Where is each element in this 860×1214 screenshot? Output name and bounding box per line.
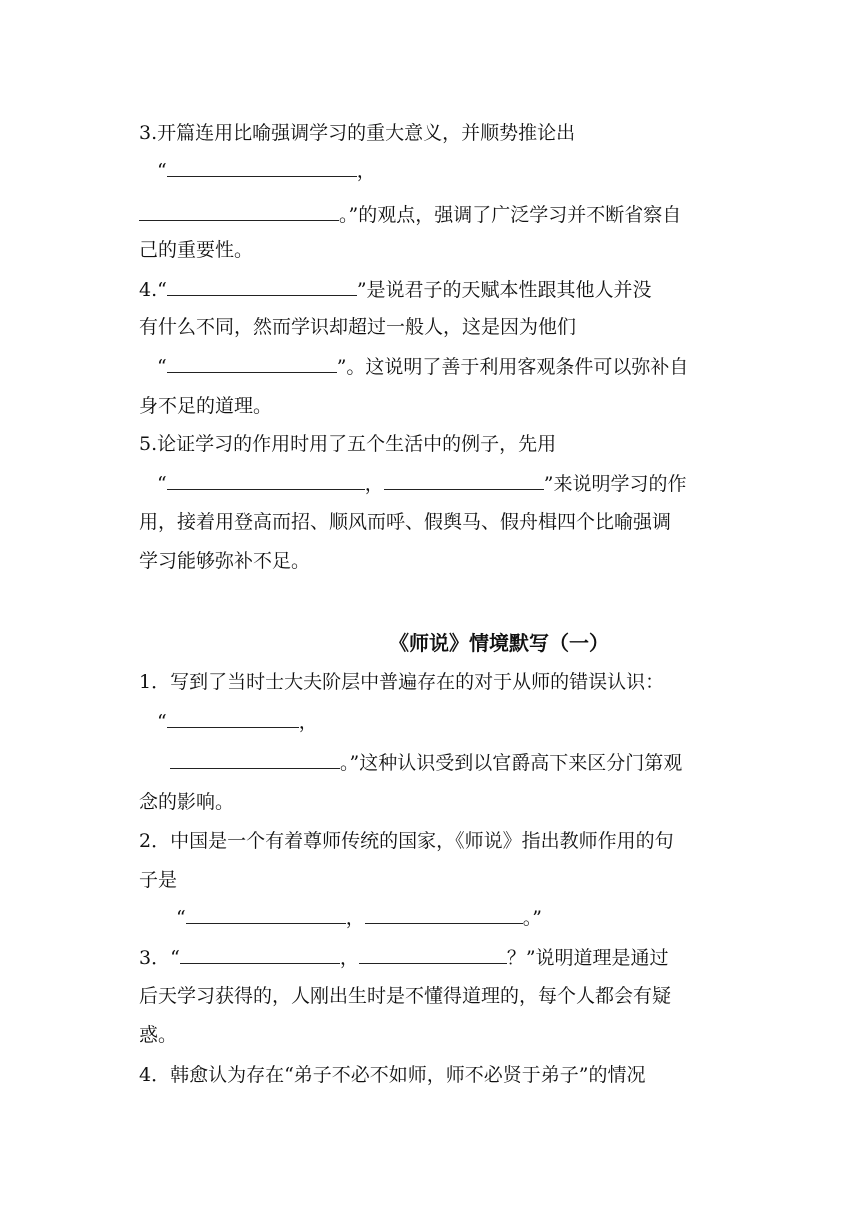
fill-in-blank[interactable] <box>180 948 340 964</box>
text: 2．中国是一个有着尊师传统的国家，《师说》指出教师作用的句 <box>139 830 674 852</box>
shishuo-question-3-line-1 <box>139 948 669 968</box>
fill-in-blank[interactable] <box>167 474 365 490</box>
text: 子是 <box>139 869 178 891</box>
shishuo-question-2-line-1 <box>139 832 674 851</box>
punctuation: ， <box>339 947 359 969</box>
text: 5.论证学习的作用时用了五个生活中的例子，先用 <box>139 433 557 455</box>
open-quote: “ <box>157 473 167 495</box>
question-3-line-4 <box>139 241 253 260</box>
shishuo-question-1-line-1 <box>139 673 664 692</box>
punctuation: ， <box>364 473 384 495</box>
open-quote: “ <box>157 356 167 378</box>
open-quote: “ <box>157 160 167 182</box>
text: ？”说明道理是通过 <box>506 947 669 969</box>
open-quote: “ <box>157 711 167 733</box>
text: 4．韩愈认为存在“弟子不必不如师，师不必贤于弟子”的情况 <box>139 1064 646 1086</box>
question-3-line-2 <box>157 161 376 181</box>
shishuo-question-2-line-2 <box>139 871 177 890</box>
fill-in-blank[interactable] <box>167 357 337 373</box>
text: 3.开篇连用比喻强调学习的重大意义，并顺势推论出 <box>139 122 576 144</box>
text: 念的影响。 <box>139 791 235 813</box>
text: 惑。 <box>139 1024 178 1046</box>
text: 学习能够弥补不足。 <box>139 550 311 572</box>
text: 后天学习获得的，人刚出生时是不懂得道理的，每个人都会有疑 <box>139 985 672 1007</box>
question-4-line-3 <box>157 357 688 377</box>
fill-in-blank[interactable] <box>359 948 507 964</box>
question-3-line-1 <box>139 124 575 143</box>
text: 用，接着用登高而招、顺风而呼、假舆马、假舟楫四个比喻强调 <box>139 511 672 533</box>
fill-in-blank[interactable] <box>384 474 544 490</box>
text: 身不足的道理。 <box>139 395 273 417</box>
shishuo-question-1-line-4 <box>139 793 234 812</box>
text: 3．“ <box>139 947 180 969</box>
fill-in-blank[interactable] <box>170 753 340 769</box>
question-5-line-4 <box>139 552 310 571</box>
fill-in-blank[interactable] <box>167 161 357 177</box>
question-4-line-1 <box>139 280 652 300</box>
shishuo-question-2-line-3 <box>176 908 542 928</box>
question-5-line-1 <box>139 435 556 454</box>
shishuo-question-3-line-3 <box>139 1026 177 1045</box>
fill-in-blank[interactable] <box>167 712 299 728</box>
fill-in-blank[interactable] <box>139 205 339 221</box>
text: ”。这说明了善于利用客观条件可以弥补自 <box>336 356 689 378</box>
shishuo-question-1-line-2 <box>157 712 318 732</box>
shishuo-question-4-line-1 <box>139 1066 646 1085</box>
shishuo-question-3-line-2 <box>139 987 671 1006</box>
question-5-line-3 <box>139 513 671 532</box>
fill-in-blank[interactable] <box>186 908 346 924</box>
text: 。”的观点，强调了广泛学习并不断省察自 <box>339 204 682 226</box>
shishuo-question-1-line-3 <box>170 753 682 773</box>
punctuation: 。” <box>522 907 542 929</box>
text: 。”这种认识受到以官爵高下来区分门第观 <box>340 752 683 774</box>
text: 4.“ <box>139 279 167 301</box>
fill-in-blank[interactable] <box>365 908 523 924</box>
punctuation: ， <box>356 160 376 182</box>
text: 己的重要性。 <box>139 239 254 261</box>
question-3-line-3 <box>139 205 681 225</box>
punctuation: ， <box>298 711 318 733</box>
section-title: 《师说》情境默写（一） <box>389 631 609 655</box>
question-5-line-2 <box>157 474 686 494</box>
open-quote: “ <box>176 907 186 929</box>
text: 有什么不同，然而学识却超过一般人，这是因为他们 <box>139 316 577 338</box>
text: 1．写到了当时士大夫阶层中普遍存在的对于从师的错误认识： <box>139 671 665 693</box>
fill-in-blank[interactable] <box>167 280 357 296</box>
question-4-line-4 <box>139 397 272 416</box>
punctuation: ， <box>345 907 365 929</box>
text: ”是说君子的天赋本性跟其他人并没 <box>356 279 652 301</box>
text: ”来说明学习的作 <box>543 473 687 495</box>
question-4-line-2 <box>139 318 576 337</box>
